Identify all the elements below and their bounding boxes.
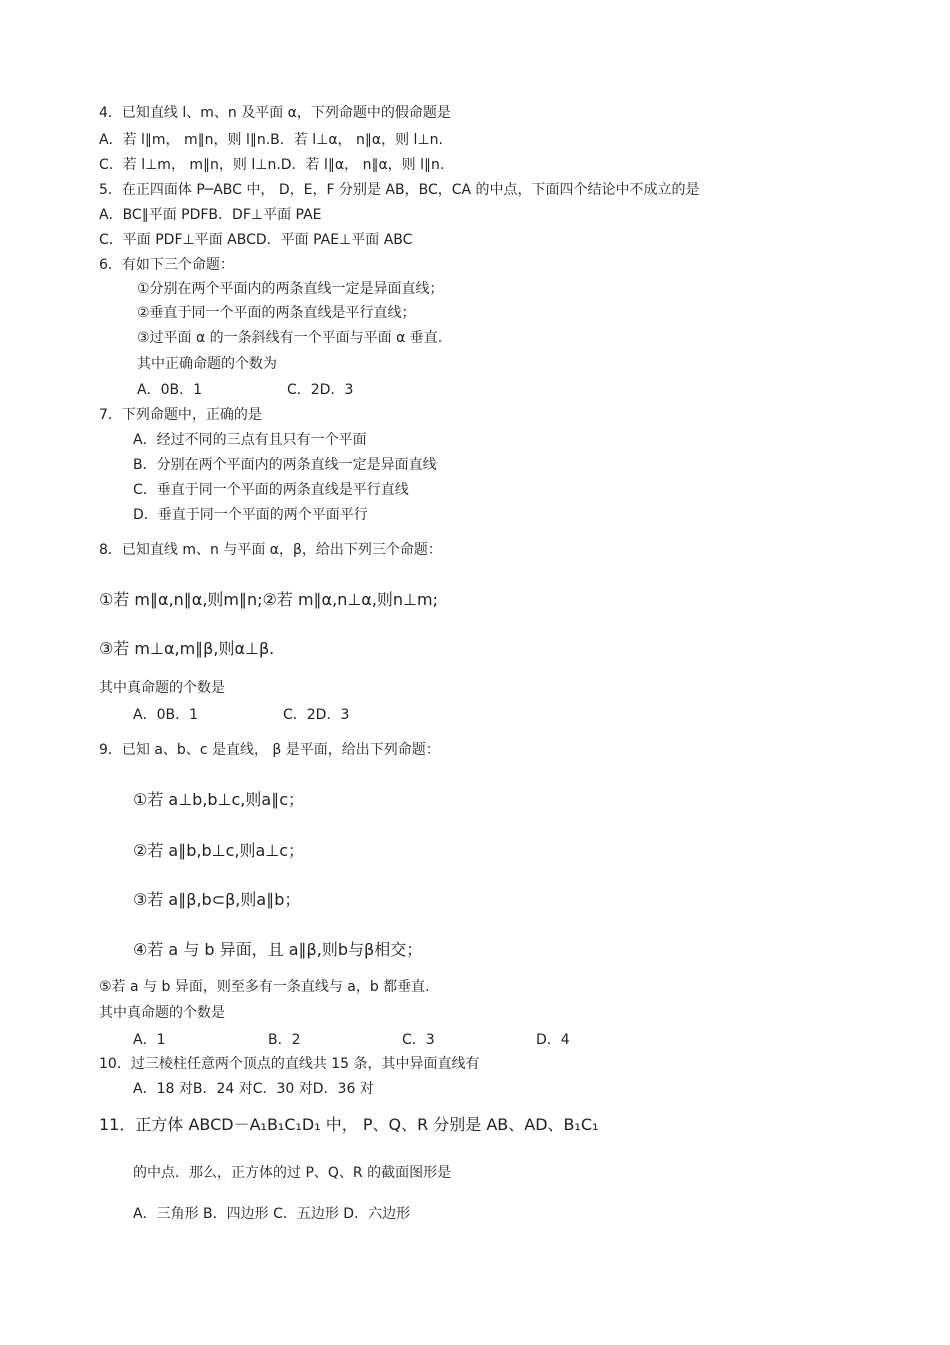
q7-option-d: D．垂直于同一个平面的两个平面平行 xyxy=(133,507,368,523)
q11-stem: 11．正方体 ABCD－A₁B₁C₁D₁ 中， P、Q、R 分别是 AB、AD、B₁C₁ xyxy=(99,1115,599,1134)
q6-ask: 其中正确命题的个数为 xyxy=(137,356,277,372)
q4-options-ab: A．若 l∥m， m∥n，则 l∥n.B．若 l⊥α， n∥α，则 l⊥n. xyxy=(99,132,443,148)
q9-item-2: ②若 a∥b,b⊥c,则a⊥c； xyxy=(133,841,304,860)
q10-options: A．18 对B．24 对C．30 对D．36 对 xyxy=(133,1081,374,1097)
q9-stem: 9．已知 a、b、c 是直线， β 是平面，给出下列命题： xyxy=(99,742,440,758)
q8-options-cd: C．2D．3 xyxy=(283,707,350,723)
q6-options-ab: A．0B．1 xyxy=(137,382,202,398)
q7-stem: 7．下列命题中，正确的是 xyxy=(99,407,262,423)
q8-ask: 其中真命题的个数是 xyxy=(99,680,225,696)
q4-options-cd: C．若 l⊥m， m∥n，则 l⊥n.D．若 l∥α， n∥α，则 l∥n. xyxy=(99,157,445,173)
q6-options-cd: C．2D．3 xyxy=(287,382,354,398)
q8-line-1: ①若 m∥α,n∥α,则m∥n;②若 m∥α,n⊥α,则n⊥m; xyxy=(99,590,438,609)
q11-stem-continued: 的中点．那么，正方体的过 P、Q、R 的截面图形是 xyxy=(133,1165,452,1181)
q7-option-c: C．垂直于同一个平面的两条直线是平行直线 xyxy=(133,482,409,498)
q9-option-a: A．1 xyxy=(133,1032,166,1048)
q9-option-d: D．4 xyxy=(536,1032,570,1048)
q10-stem: 10．过三棱柱任意两个顶点的直线共 15 条，其中异面直线有 xyxy=(99,1056,480,1072)
q4-stem: 4．已知直线 l、m、n 及平面 α，下列命题中的假命题是 xyxy=(99,105,451,121)
q11-options: A．三角形 B．四边形 C．五边形 D．六边形 xyxy=(133,1206,411,1222)
q9-item-5: ⑤若 a 与 b 异面，则至多有一条直线与 a，b 都垂直. xyxy=(99,979,430,995)
q9-option-c: C．3 xyxy=(402,1032,435,1048)
q6-item-3: ③过平面 α 的一条斜线有一个平面与平面 α 垂直. xyxy=(137,330,443,346)
q9-ask: 其中真命题的个数是 xyxy=(99,1005,225,1021)
q8-line-2: ③若 m⊥α,m∥β,则α⊥β. xyxy=(99,639,275,658)
q5-options-ab: A．BC∥平面 PDFB．DF⊥平面 PAE xyxy=(99,207,322,223)
q8-options-ab: A．0B．1 xyxy=(133,707,198,723)
q8-stem: 8．已知直线 m、n 与平面 α，β，给出下列三个命题： xyxy=(99,542,442,558)
q6-item-1: ①分别在两个平面内的两条直线一定是异面直线； xyxy=(137,281,444,297)
q9-item-1: ①若 a⊥b,b⊥c,则a∥c； xyxy=(133,790,304,809)
q6-item-2: ②垂直于同一个平面的两条直线是平行直线； xyxy=(137,305,416,321)
q5-stem: 5．在正四面体 P─ABC 中， D，E，F 分别是 AB，BC，CA 的中点，下面四个结论中不成立的是 xyxy=(99,182,700,198)
q9-item-4: ④若 a 与 b 异面，且 a∥β,则b与β相交； xyxy=(133,940,423,959)
q9-item-3: ③若 a∥β,b⊂β,则a∥b； xyxy=(133,890,301,909)
q5-options-cd: C．平面 PDF⊥平面 ABCD．平面 PAE⊥平面 ABC xyxy=(99,232,413,248)
q6-stem: 6．有如下三个命题： xyxy=(99,257,234,273)
q7-option-b: B．分别在两个平面内的两条直线一定是异面直线 xyxy=(133,457,437,473)
q7-option-a: A．经过不同的三点有且只有一个平面 xyxy=(133,432,367,448)
q9-option-b: B．2 xyxy=(268,1032,301,1048)
